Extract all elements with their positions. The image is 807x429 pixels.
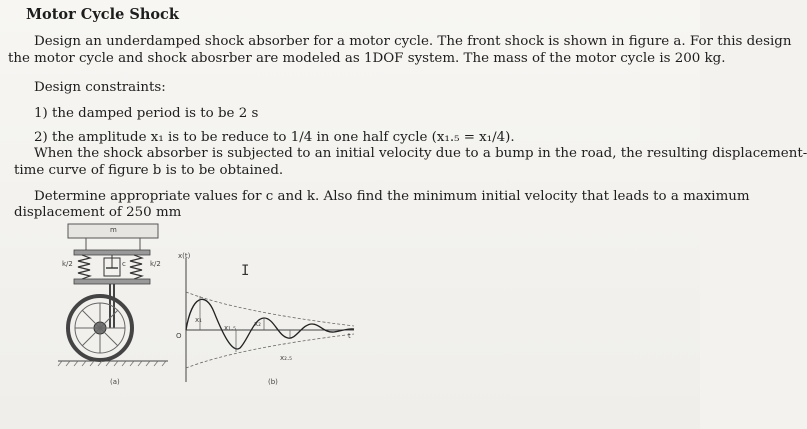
text-cursor: I <box>241 263 250 279</box>
problem-text-line-2: the motor cycle and shock abosrber are modeled as 1DOF system. The mass of the motor cycle is 200 kg. <box>8 51 726 66</box>
x2-label: x₂ <box>254 320 261 328</box>
damper-label: c <box>122 260 126 268</box>
problem-text-line-1: Design an underdamped shock absorber for a motor cycle. The front shock is shown in figure a. For this design <box>34 34 792 49</box>
spring-left-label: k/2 <box>62 260 73 268</box>
t-axis-label: t <box>348 332 351 340</box>
caption-b: (b) <box>268 378 278 386</box>
caption-a: (a) <box>110 378 120 386</box>
figure-area <box>48 220 368 400</box>
spring-right-label: k/2 <box>150 260 161 268</box>
constraint-2: 2) the amplitude x₁ is to be reduce to 1/4 in one half cycle (x₁.₅ = x₁/4). <box>34 130 515 145</box>
x15-label: x₁.₅ <box>224 324 236 332</box>
x25-label: x₂.₅ <box>280 354 292 362</box>
constraint-1: 1) the damped period is to be 2 s <box>34 106 259 121</box>
mass-label: m <box>110 226 117 234</box>
x1-label: x₁ <box>195 316 202 324</box>
shock-text-line-1: When the shock absorber is subjected to an initial velocity due to a bump in the road, the resulting displacement- <box>34 146 807 161</box>
shock-absorber-diagram <box>48 220 178 400</box>
xt-label: x(t) <box>178 252 191 260</box>
determine-text-line-2: displacement of 250 mm <box>14 205 182 220</box>
shock-text-line-2: time curve of figure b is to be obtained. <box>14 163 284 178</box>
constraints-heading: Design constraints: <box>34 80 166 95</box>
determine-text-line-1: Determine appropriate values for c and k. Also find the minimum initial velocity that leads to a maximum <box>34 189 750 204</box>
page-title: Motor Cycle Shock <box>26 6 179 23</box>
origin-label: O <box>176 332 182 340</box>
displacement-time-curve <box>178 220 368 400</box>
